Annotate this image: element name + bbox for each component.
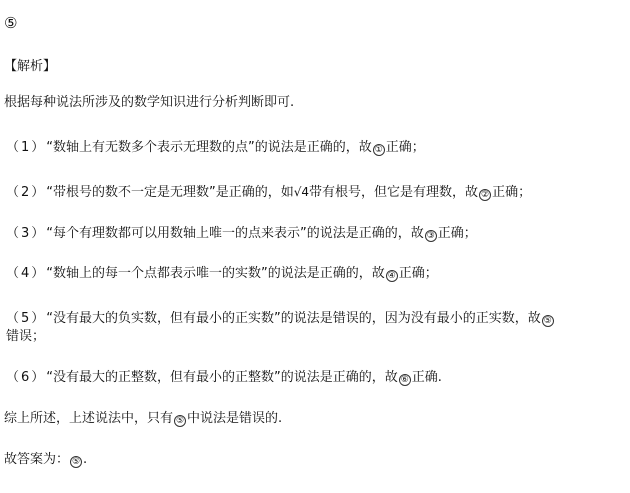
item-3 <box>6 225 477 243</box>
item-4 <box>6 265 438 283</box>
item-5 <box>6 310 555 328</box>
answer-text <box>4 451 87 469</box>
item-number: （3） <box>6 226 47 241</box>
item-verdict: 正确； <box>437 226 477 241</box>
circled-number: ② <box>481 190 490 200</box>
circled-number: ① <box>374 145 383 155</box>
item-number: （6） <box>6 370 47 385</box>
item-text: “没有最大的负实数，但有最小的正实数”的说法是错误的，因为没有最小的正实数，故 <box>46 311 541 326</box>
circled-number: ⑥ <box>400 375 409 385</box>
item-6 <box>6 369 442 387</box>
item-number: （4） <box>6 266 47 281</box>
circled-number: ⑤ <box>71 457 81 467</box>
item-text: “带根号的数不一定是无理数”是正确的，如 <box>46 185 294 200</box>
item-text: “数轴上的每一个点都表示唯一的实数”的说法是正确的，故 <box>46 266 385 281</box>
item-text: “数轴上有无数多个表示无理数的点”的说法是正确的，故 <box>46 140 372 155</box>
circled-number: ⑤ <box>175 416 185 426</box>
intro-text: 根据每种说法所涉及的数学知识进行分析判断即可. <box>4 95 295 110</box>
answer-end: . <box>83 452 88 467</box>
answer-label: 故答案为： <box>4 452 70 467</box>
summary-text-a: 综上所述，上述说法中，只有 <box>4 411 174 426</box>
item-number: （1） <box>6 140 47 155</box>
item-verdict: 正确. <box>411 370 442 385</box>
item-text: “没有最大的正整数，但有最小的正整数”的说法是正确的，故 <box>46 370 398 385</box>
circled-number: ④ <box>387 271 396 281</box>
item-number: （5） <box>6 311 47 326</box>
item-text-mid: 带有根号，但它是有理数，故 <box>309 185 479 200</box>
circled-number: ③ <box>426 231 435 241</box>
summary-text-b: 中说法是错误的. <box>187 411 283 426</box>
sqrt-expression: √4 <box>293 185 310 199</box>
item-verdict: 错误； <box>6 329 46 344</box>
item-verdict: 正确； <box>385 140 425 155</box>
item-number: （2） <box>6 185 47 200</box>
circled-number: ⑤ <box>543 316 552 326</box>
item-verdict: 正确； <box>492 185 532 200</box>
section-title: 【解析】 <box>4 59 57 74</box>
top-answer-marker: ⑤ <box>4 14 18 32</box>
item-5-continued <box>6 328 45 346</box>
item-2 <box>6 183 531 202</box>
item-text: “每个有理数都可以用数轴上唯一的点来表示”的说法是正确的，故 <box>46 226 424 241</box>
item-1 <box>6 139 425 157</box>
item-verdict: 正确； <box>398 266 438 281</box>
summary-text <box>4 410 282 428</box>
